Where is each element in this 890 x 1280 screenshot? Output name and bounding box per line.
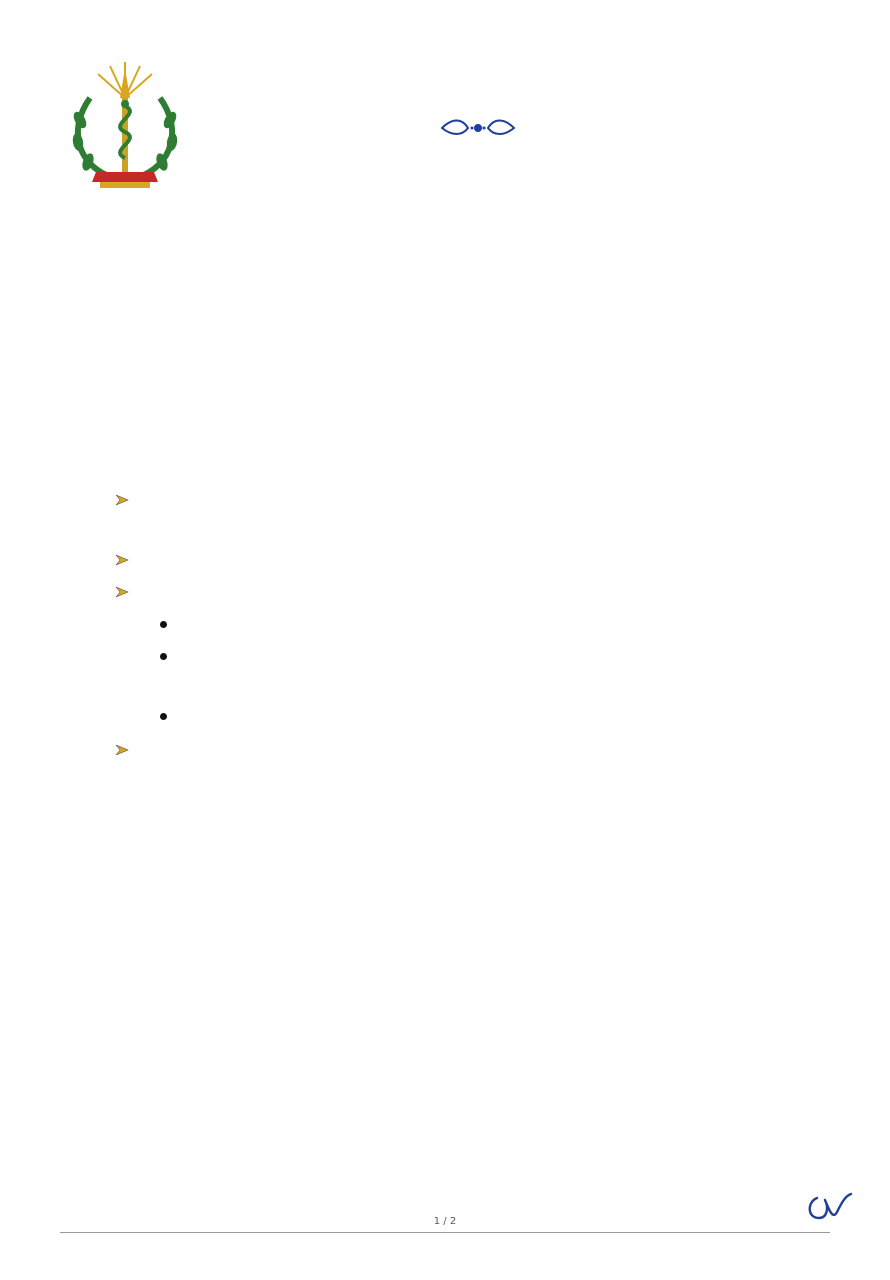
intro-paragraph <box>60 346 830 402</box>
dot-bullet-icon <box>160 653 167 660</box>
section-1-subitem-3 <box>182 700 830 728</box>
ministry-emblem-icon <box>62 58 188 192</box>
section-2-paragraph-2 <box>60 928 830 1078</box>
dot-bullet-icon <box>160 621 167 628</box>
title-line-3 <box>120 306 770 338</box>
arrow-bullet-icon <box>114 742 130 758</box>
section-1-item-1 <box>140 486 830 542</box>
title-line-1 <box>120 242 770 274</box>
section-1-item-2 <box>140 546 830 574</box>
section-1-lead <box>112 460 830 488</box>
ministry-name <box>40 198 210 224</box>
section-1-item-3 <box>140 578 830 606</box>
section-2-paragraph-1 <box>60 840 830 924</box>
section-1-subitem-2 <box>182 640 830 696</box>
footer-address <box>110 1240 800 1264</box>
section-1-subitem-1 <box>182 608 830 636</box>
section-1-item-4 <box>140 736 830 792</box>
footer-divider <box>60 1232 830 1233</box>
dot-bullet-icon <box>160 713 167 720</box>
title-line-2 <box>120 274 770 306</box>
ornament-divider-icon <box>438 118 518 138</box>
page-number: 1 / 2 <box>433 1216 457 1227</box>
signature-initials-icon <box>805 1190 855 1224</box>
arrow-bullet-icon <box>114 552 130 568</box>
arrow-bullet-icon <box>114 492 130 508</box>
arrow-bullet-icon <box>114 584 130 600</box>
section-2-paragraph-3 <box>60 1082 830 1172</box>
press-release-title <box>120 242 770 338</box>
